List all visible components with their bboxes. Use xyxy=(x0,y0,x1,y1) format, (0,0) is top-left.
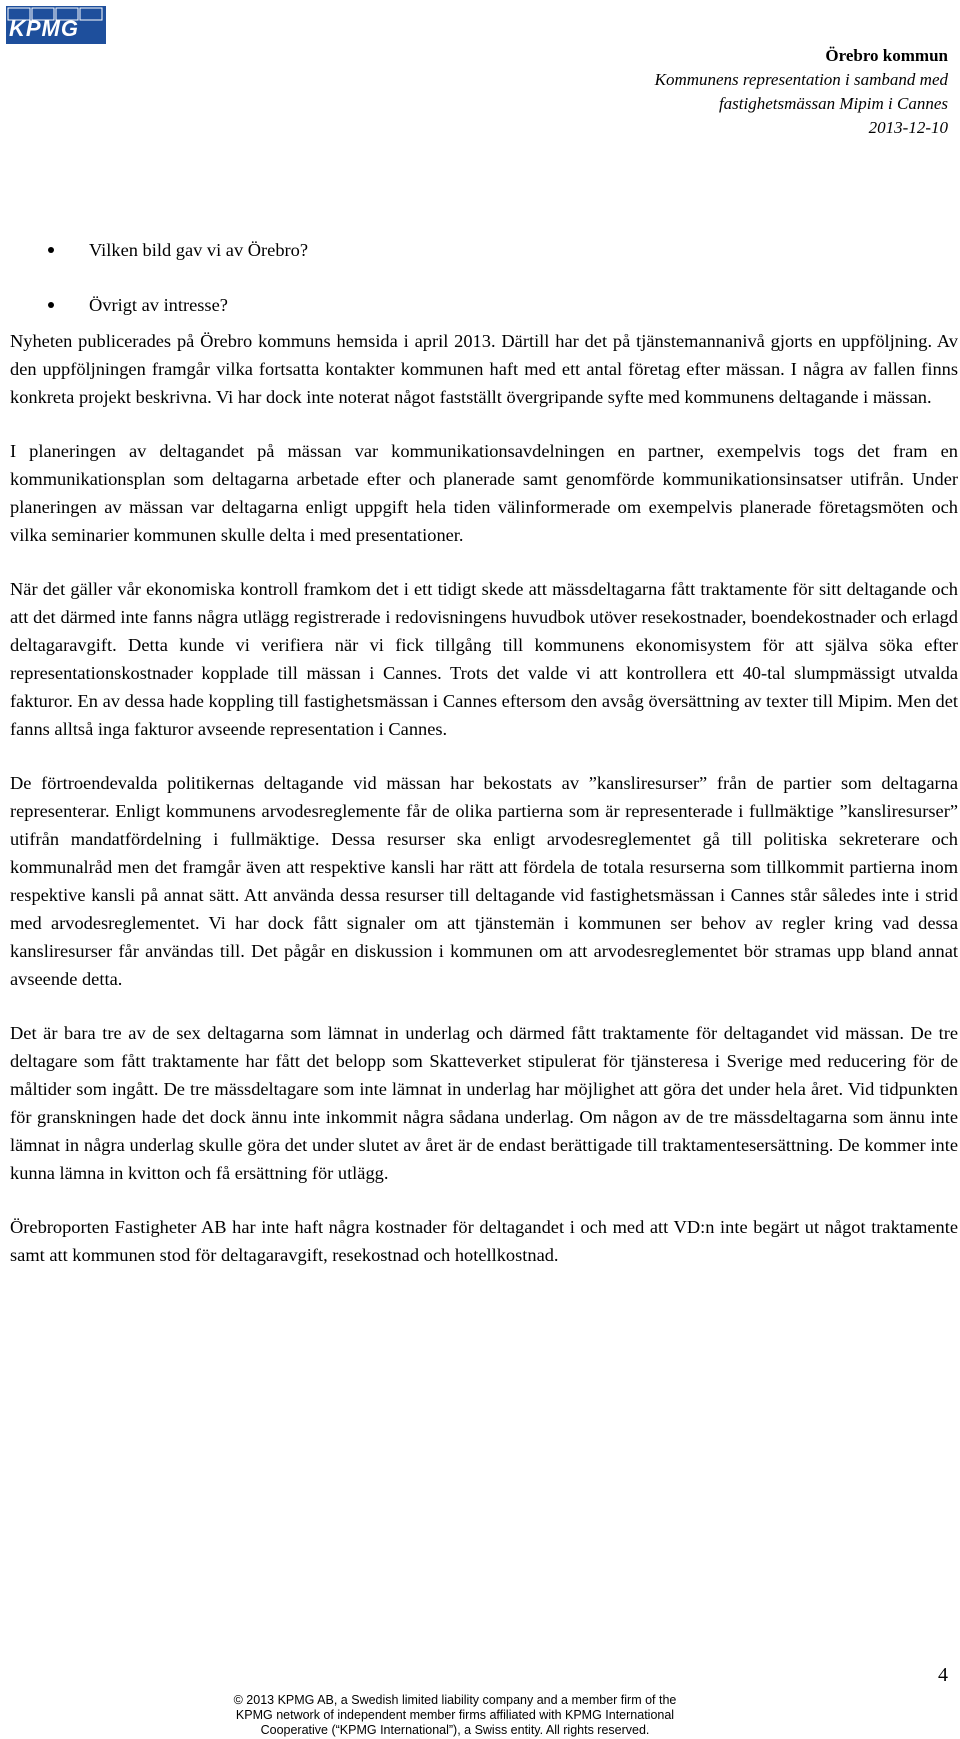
document-body xyxy=(10,236,958,1295)
footer-line-2: KPMG network of independent member firms affiliated with KPMG International xyxy=(235,1708,675,1722)
bullet-icon xyxy=(48,302,54,308)
page-number: 4 xyxy=(938,1664,948,1686)
paragraph-orebroporten: Örebroporten Fastigheter AB har inte haft några kostnader för deltagandet i och med att VD:n inte begärt ut något traktamente samt att kommunen stod för deltagaravgift, resekostnad och hotellkostnad. xyxy=(10,1217,958,1265)
footer-line-1: © 2013 KPMG AB, a Swedish limited liability company and a member firm of the xyxy=(233,1693,677,1707)
kpmg-logo xyxy=(6,6,106,44)
list-item xyxy=(10,291,958,319)
list-item-text: Övrigt av intresse? xyxy=(89,295,228,315)
header-organization: Örebro kommun xyxy=(825,46,948,65)
header-subtitle-line-2: fastighetsmässan Mipim i Cannes xyxy=(718,94,948,113)
paragraph-politicians: De förtroendevalda politikernas deltagande vid mässan har bekostats av ”kansliresurser” från de partier som deltagarna representerar. Enligt kommunens arvodesreglemente får de olika partierna som är representerade i fullmäktige ”kansliresurser” utifrån mandatfördelning i fullmäktige. Dessa resurser ska enligt arvodesreglementet gå till politiska sekreterare och kommunalråd men det framgår även att respektive kansli har rätt att fördela de totala resurserna som tillkommit partierna inom respektive kansli på annat sätt. Att använda dessa resurser till deltagande vid fastighetsmässan i Cannes står således inte i strid med arvodesreglementet. Vi har dock fått signaler om att tjänstemän i kommunen ser behov av regler kring vad dessa kansliresurser får användas till. Det pågår en diskussion i kommunen om att arvodesreglementet bör stramas upp bland annat avseende detta. xyxy=(10,773,958,989)
paragraph-planning: I planeringen av deltagandet på mässan var kommunikationsavdelningen en partner, exempelvis togs det fram en kommunikationsplan som deltagarna arbetade efter och planerade samt genomförde kommunikationsinsatser utifrån. Under planeringen av mässan var deltagarna enligt uppgift hela tiden välinformerade om exempelvis planerade företagsmöten och vilka seminarier kommunen skulle delta i med presentationer. xyxy=(10,441,958,545)
header-date: 2013-12-10 xyxy=(868,118,948,137)
bullet-list xyxy=(10,236,958,319)
logo-text: KPMG xyxy=(9,16,79,41)
bullet-icon xyxy=(48,247,54,253)
footer-line-3: Cooperative (“KPMG International”), a Swiss entity. All rights reserved. xyxy=(260,1723,650,1737)
list-item-text: Vilken bild gav vi av Örebro? xyxy=(89,240,309,260)
header-subtitle-line-1: Kommunens representation i samband med xyxy=(654,70,948,89)
list-item xyxy=(10,236,958,264)
document-header xyxy=(528,44,948,140)
paragraph-allowance: Det är bara tre av de sex deltagarna som lämnat in underlag och därmed fått traktamente för deltagandet vid mässan. De tre deltagare som fått traktamente har fått det belopp som Skatteverket stipulerat för tjänsteresa i Sverige med reducering för de måltider som ingått. De tre mässdeltagare som inte lämnat in underlag har möjlighet att göra det under hela året. Vid tidpunkten för granskningen hade det dock ännu inte inkommit några sådana underlag. Om någon av de tre mässdeltagarna som ännu inte lämnat in några underlag skulle göra det under slutet av året är de endast berättigade till traktamentesersättning. De kommer inte kunna lämna in kvitton och få ersättning för utlägg. xyxy=(10,1023,958,1183)
paragraph-publication: Nyheten publicerades på Örebro kommuns hemsida i april 2013. Därtill har det på tjänstemannanivå gjorts en uppföljning. Av den uppföljningen framgår vilka fortsatta kontakter kommunen haft med ett antal företag efter mässan. I några av fallen finns konkreta projekt beskrivna. Vi har dock inte noterat något fastställt övergripande syfte med kommunens deltagande i mässan. xyxy=(10,331,958,407)
copyright-footer xyxy=(214,1693,696,1738)
paragraph-economic-control: När det gäller vår ekonomiska kontroll framkom det i ett tidigt skede att mässdeltagarna fått traktamente för sitt deltagande och att det därmed inte fanns några utlägg registrerade i redovisningens huvudbok utöver resekostnader, boendekostnader och erlagd deltagaravgift. Detta kunde vi verifiera när vi fick tillgång till kommunens ekonomisystem för att själva söka efter representationskostnader kopplade till mässan i Cannes. Trots det valde vi att kontrollera ett 40-tal slumpmässigt utvalda fakturor. En av dessa hade koppling till fastighetsmässan i Cannes eftersom den avsåg översättning av texter till Mipim. Men det fanns alltså inga fakturor avseende representation i Cannes. xyxy=(10,579,958,739)
